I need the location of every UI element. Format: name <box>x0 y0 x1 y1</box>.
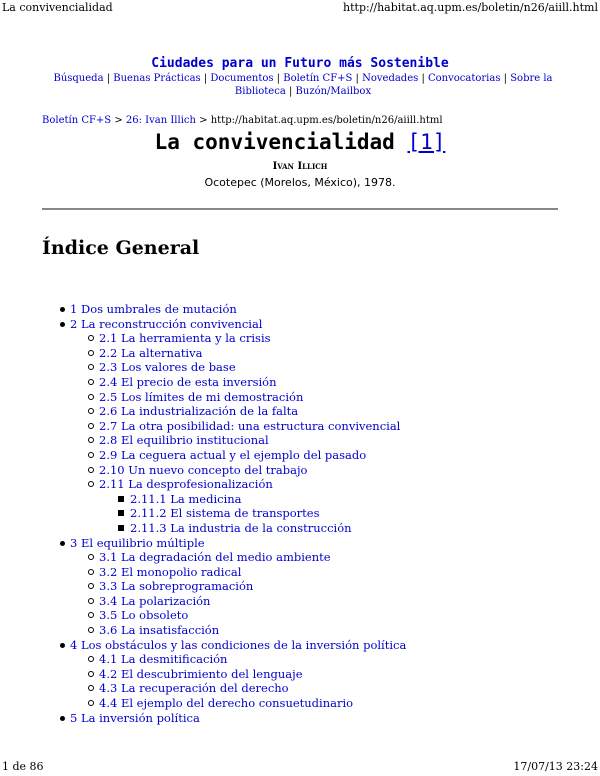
toc-item <box>0 375 600 390</box>
horizontal-divider <box>42 208 558 210</box>
toc-item <box>0 667 600 682</box>
toc-link[interactable]: 2.6 La industrialización de la falta <box>99 404 299 419</box>
toc-link[interactable]: 3.1 La degradación del medio ambiente <box>99 550 331 565</box>
square-bullet-icon <box>118 510 124 516</box>
circle-bullet-icon <box>88 700 94 706</box>
toc-link[interactable]: 5 La inversión política <box>70 710 200 725</box>
print-footer <box>0 760 600 774</box>
square-bullet-icon <box>118 525 124 531</box>
nav-link-2[interactable]: Documentos <box>210 73 274 84</box>
toc-link[interactable]: 2.10 Un nuevo concepto del trabajo <box>99 462 308 477</box>
circle-bullet-icon <box>88 656 94 662</box>
circle-bullet-icon <box>88 612 94 618</box>
circle-bullet-icon <box>88 481 94 487</box>
circle-bullet-icon <box>88 671 94 677</box>
toc-item <box>0 521 600 536</box>
circle-bullet-icon <box>88 554 94 560</box>
print-header <box>0 1 600 15</box>
circle-bullet-icon <box>88 335 94 341</box>
toc-link[interactable]: 2.4 El precio de esta inversión <box>99 374 277 389</box>
breadcrumb <box>42 115 443 126</box>
print-datetime: 17/07/13 23:24 <box>513 760 598 773</box>
toc-link[interactable]: 4.3 La recuperación del derecho <box>99 681 289 696</box>
nav-separator: | <box>418 73 428 84</box>
toc-link[interactable]: 2.9 La ceguera actual y el ejemplo del pasado <box>99 447 367 462</box>
circle-bullet-icon <box>88 467 94 473</box>
toc-item <box>0 317 600 332</box>
dateline: Ocotepec (Morelos, México), 1978. <box>204 176 396 189</box>
toc-item <box>0 492 600 507</box>
breadcrumb-current-url: http://habitat.aq.upm.es/boletin/n26/aiill.html <box>210 115 443 126</box>
nav-separator: | <box>200 73 211 84</box>
page-title <box>0 130 600 154</box>
nav-link-0[interactable]: Búsqueda <box>53 73 104 84</box>
nav-separator: | <box>500 73 511 84</box>
toc-item <box>0 463 600 478</box>
circle-bullet-icon <box>88 379 94 385</box>
toc-link[interactable]: 3 El equilibrio múltiple <box>70 535 205 550</box>
author-name: Ivan Illich <box>272 161 328 172</box>
toc-item <box>0 433 600 448</box>
circle-bullet-icon <box>88 364 94 370</box>
print-header-title: La convivencialidad <box>2 1 113 14</box>
nav-separator: | <box>103 73 114 84</box>
index-heading: Índice General <box>42 237 200 259</box>
disc-bullet-icon <box>60 716 65 721</box>
toc-item <box>0 331 600 346</box>
circle-bullet-icon <box>88 350 94 356</box>
toc-item <box>0 638 600 653</box>
toc-item <box>0 448 600 463</box>
nav-link-5[interactable]: Convocatorias <box>428 73 501 84</box>
disc-bullet-icon <box>60 322 65 327</box>
toc-link[interactable]: 3.3 La sobreprogramación <box>99 579 254 594</box>
disc-bullet-icon <box>60 307 65 312</box>
toc-link[interactable]: 4.4 El ejemplo del derecho consuetudinario <box>99 696 354 711</box>
toc-item <box>0 346 600 361</box>
circle-bullet-icon <box>88 627 94 633</box>
toc-item <box>0 550 600 565</box>
disc-bullet-icon <box>60 643 65 648</box>
nav-link-4[interactable]: Novedades <box>362 73 419 84</box>
toc-link[interactable]: 2.3 Los valores de base <box>99 360 236 375</box>
toc-link[interactable]: 2.2 La alternativa <box>99 345 203 360</box>
circle-bullet-icon <box>88 583 94 589</box>
circle-bullet-icon <box>88 569 94 575</box>
toc-item <box>0 681 600 696</box>
toc-item <box>0 594 600 609</box>
toc-link[interactable]: 2.11.2 El sistema de transportes <box>130 506 320 521</box>
circle-bullet-icon <box>88 437 94 443</box>
toc-item <box>0 652 600 667</box>
toc-link[interactable]: 2.8 El equilibrio institucional <box>99 433 269 448</box>
breadcrumb-bulletin-link[interactable]: Boletín CF+S <box>42 115 112 126</box>
site-title: Ciudades para un Futuro más Sostenible <box>151 56 449 71</box>
breadcrumb-separator: > <box>199 115 208 126</box>
circle-bullet-icon <box>88 685 94 691</box>
toc-item <box>0 696 600 711</box>
toc-link[interactable]: 1 Dos umbrales de mutación <box>70 302 237 316</box>
toc-item <box>0 404 600 419</box>
toc-link[interactable]: 2.11.3 La industria de la construcción <box>130 520 352 535</box>
footnote-link[interactable]: [1] <box>407 130 446 154</box>
toc-link[interactable]: 2 La reconstrucción convivencial <box>70 316 263 331</box>
toc-link[interactable]: 3.2 El monopolio radical <box>99 564 242 579</box>
table-of-contents <box>0 302 600 725</box>
toc-link[interactable]: 2.11 La desprofesionalización <box>99 477 273 492</box>
circle-bullet-icon <box>88 394 94 400</box>
toc-item <box>0 419 600 434</box>
circle-bullet-icon <box>88 423 94 429</box>
toc-link[interactable]: 2.7 La otra posibilidad: una estructura convivencial <box>99 418 401 433</box>
toc-list <box>0 302 600 725</box>
title-text: La convivencialidad <box>154 130 395 154</box>
circle-bullet-icon <box>88 408 94 414</box>
disc-bullet-icon <box>60 541 65 546</box>
toc-item <box>0 711 600 726</box>
nav-link-6[interactable]: Sobre la Biblioteca <box>234 73 553 97</box>
toc-item <box>0 608 600 623</box>
toc-item <box>0 536 600 551</box>
toc-link[interactable]: 3.4 La polarización <box>99 593 211 608</box>
nav-separator: | <box>285 86 296 97</box>
page-number: 1 de 86 <box>2 760 44 773</box>
nav-link-7[interactable]: Buzón/Mailbox <box>295 86 372 97</box>
circle-bullet-icon <box>88 452 94 458</box>
print-header-url: http://habitat.aq.upm.es/boletin/n26/aiill.html <box>343 1 598 14</box>
toc-link[interactable]: 4.1 La desmitificación <box>99 652 228 667</box>
toc-link[interactable]: 2.5 Los límites de mi demostración <box>99 389 304 404</box>
toc-item <box>0 506 600 521</box>
toc-item <box>0 565 600 580</box>
breadcrumb-issue-link[interactable]: 26: Ivan Illich <box>125 115 196 126</box>
toc-link[interactable]: 2.11.1 La medicina <box>130 491 242 506</box>
breadcrumb-separator: > <box>114 115 123 126</box>
toc-link[interactable]: 4.2 El descubrimiento del lenguaje <box>99 666 303 681</box>
circle-bullet-icon <box>88 598 94 604</box>
toc-item <box>0 360 600 375</box>
toc-item <box>0 390 600 405</box>
toc-link[interactable]: 2.1 La herramienta y la crisis <box>99 331 271 346</box>
toc-link[interactable]: 3.5 Lo obsoleto <box>99 608 189 623</box>
toc-item <box>0 579 600 594</box>
toc-item <box>0 302 600 317</box>
toc-link[interactable]: 4 Los obstáculos y las condiciones de la inversión política <box>70 637 407 652</box>
nav-separator: | <box>273 73 284 84</box>
site-nav <box>48 72 558 98</box>
toc-item <box>0 477 600 492</box>
square-bullet-icon <box>118 496 124 502</box>
nav-separator: | <box>352 73 363 84</box>
nav-link-1[interactable]: Buenas Prácticas <box>113 73 201 84</box>
toc-link[interactable]: 3.6 La insatisfacción <box>99 623 220 638</box>
toc-item <box>0 623 600 638</box>
nav-link-3[interactable]: Boletín CF+S <box>283 73 353 84</box>
